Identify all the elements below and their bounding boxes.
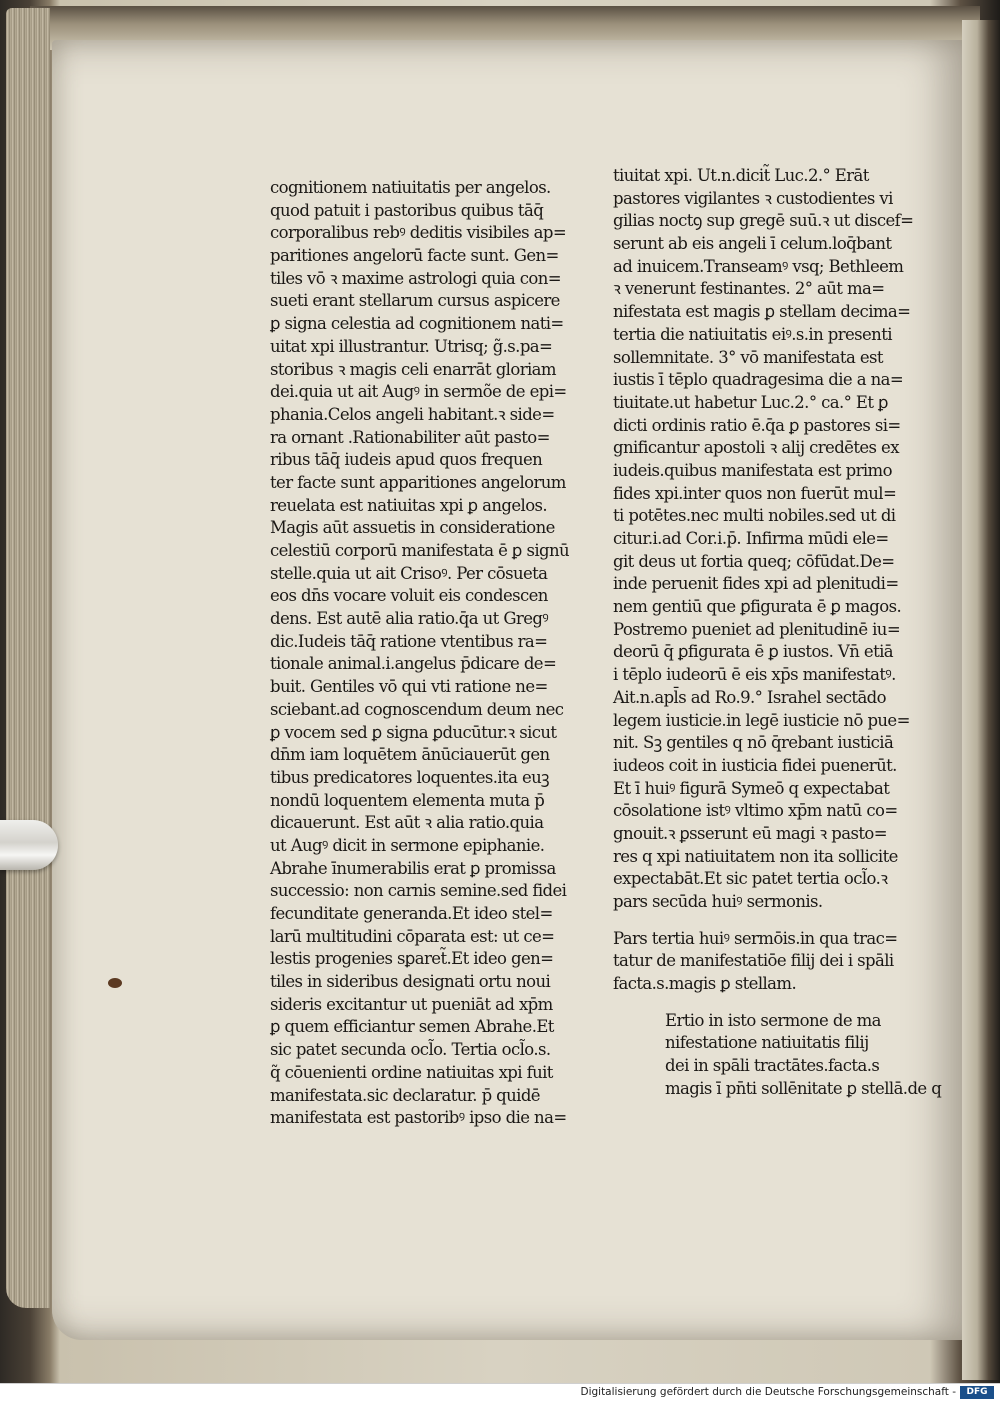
text-line: citur.i.ad Cor.i.p̄. Infirma mūdi ele= — [613, 529, 889, 548]
text-line: stelle.quia ut ait Crisoꝰ. Per cōsueta — [270, 563, 548, 583]
text-line: nondū loquentem elementa muta p̄ — [270, 790, 545, 810]
page-clip — [0, 820, 58, 870]
book-left-edge — [6, 8, 50, 1308]
text-line: Ait.n.apl̄s ad Ro.9.° Israhel sectādo — [613, 687, 886, 707]
text-line: dicti ordinis ratio ē.q̄a ꝑ pastores si= — [613, 415, 901, 435]
text-line: successio: non carnis semine.sed fidei — [270, 881, 567, 901]
text-line: nit. Sꝫ gentiles q nō q̄rebant iusticiā — [613, 733, 894, 753]
text-line: dei.quia ut ait Augꝰ in sermõe de epi= — [270, 382, 567, 402]
text-line: pastores vigilantes ꝛ custodientes vi — [613, 188, 893, 208]
text-line: pars secūda huiꝰ sermonis. — [613, 892, 823, 911]
digitization-footer — [0, 1383, 1000, 1402]
text-line: ꝛ venerunt festinantes. 2° aūt ma= — [613, 279, 885, 299]
text-line: tionale animal.i.angelus p̄dicare de= — [270, 654, 557, 674]
text-line: storibus ꝛ magis celi enarrāt gloriam — [270, 359, 556, 379]
text-line: ꝑ signa celestia ad cognitionem nati= — [270, 314, 564, 334]
text-line: ter facte sunt apparitiones angelorum — [270, 472, 566, 492]
text-line: lestis progenies sꝑaret̃.Et ideo gen= — [270, 949, 554, 969]
text-line: tiuitate.ut habetur Luc.2.° ca.° Et ꝑ — [613, 392, 888, 412]
text-line: deorū q̄ ꝑfigurata ē ꝑ iustos. Vn̄ etiā — [613, 642, 894, 662]
right-column-section-one — [613, 165, 941, 914]
text-line: uitat xpi illustrantur. Utrisq; g̃.s.pa= — [270, 336, 553, 356]
text-line: sollemnitate. 3° vō manifestata est — [613, 347, 883, 367]
text-line: sic patet secunda ocl̃o. Tertia ocl̃o.s. — [270, 1040, 551, 1060]
text-line: dic.Iudeis tāq̄ ratione vtentibus ra= — [270, 631, 548, 651]
text-line: dicauerunt. Est aūt ꝛ alia ratio.quia — [270, 813, 544, 833]
text-line: cōsolatione istꝰ vltimo xp̄m natū co= — [613, 801, 898, 821]
text-line: magis ī pn̄ti sollēnitate ꝑ stellā.de q — [665, 1078, 942, 1098]
text-line: ut Augꝰ dicit in sermone epiphanie. — [270, 835, 545, 855]
text-line: fecunditate generanda.Et ideo stel= — [270, 904, 553, 923]
dfg-logo: DFG — [960, 1386, 994, 1399]
text-line: nifestata est magis ꝑ stellam decima= — [613, 302, 911, 322]
text-line: sideris excitantur ut pueniāt ad xp̄m — [270, 994, 553, 1014]
text-line: legem iusticie.in legē iusticie nō pue= — [613, 710, 910, 730]
text-line: facta.s.magis ꝑ stellam. — [613, 974, 797, 994]
text-line: expectabāt.Et sic patet tertia ocl̃o.ꝛ — [613, 869, 888, 889]
text-line: ad inuicem.Transeamꝰ vsq; Bethleem — [613, 256, 904, 276]
text-line: git deus ut fortia queq; cōfūdat.De= — [613, 551, 895, 571]
text-line: Pars tertia huiꝰ sermōis.in qua trac= — [613, 928, 898, 948]
text-line: sueti erant stellarum cursus aspicere — [270, 291, 560, 311]
text-line: iudeis.quibus manifestata est primo — [613, 460, 892, 480]
text-line: quod patuit i pastoribus quibus tāq̄ — [270, 200, 544, 220]
text-line: cognitionem natiuitatis per angelos. — [270, 178, 551, 197]
text-line: manifestata.sic declaratur. p̄ quidē — [270, 1085, 540, 1105]
text-line: sciebant.ad cognoscendum deum nec — [270, 699, 564, 719]
ink-stain — [108, 978, 122, 988]
text-line: eos dn̄s vocare voluit eis condescen — [270, 586, 548, 606]
text-line: reuelata est natiuitas xpi ꝑ angelos. — [270, 495, 548, 515]
text-line: inde peruenit fides xpi ad plenitudi= — [613, 574, 899, 594]
text-line: nem gentiū que ꝑfigurata ē ꝑ magos. — [613, 597, 902, 617]
text-line: dens. Est autē alia ratio.q̄a ut Gregꝰ — [270, 609, 549, 629]
text-line: manifestata est pastoribꝰ ipso die na= — [270, 1108, 567, 1128]
right-text-column — [613, 165, 941, 1101]
left-text-column — [270, 177, 569, 1130]
text-line: res q xpi natiuitatem non ita sollicite — [613, 846, 898, 866]
text-line: ribus tāq̄ iudeis apud quos frequen — [270, 450, 543, 470]
text-line: q̃ cōuenienti ordine natiuitas xpi fuit — [270, 1062, 553, 1082]
text-line: serunt ab eis angeli ī celum.loq̄bant — [613, 234, 892, 254]
text-line: Et ī huiꝰ figurā Symeō q expectabat — [613, 778, 890, 798]
text-line: iustis ī tēplo quadragesima die a na= — [613, 370, 904, 390]
text-line: ra ornant .Rationabiliter aūt pasto= — [270, 427, 550, 447]
text-line: Abrahe īnumerabilis erat ꝑ promissa — [270, 858, 556, 878]
text-line: Magis aūt assuetis in consideratione — [270, 518, 555, 538]
text-line: fides xpi.inter quos non fuerūt mul= — [613, 483, 897, 503]
text-line: buit. Gentiles vō qui vti ratione ne= — [270, 677, 548, 697]
text-line: i tēplo iudeorū ē eis xp̄s manifestatꝰ. — [613, 665, 896, 685]
text-line: tertia die natiuitatis eiꝰ.s.in presenti — [613, 324, 892, 344]
section-gap — [613, 914, 941, 928]
text-line: dn̄m iam loquētem ānūciauerūt gen — [270, 745, 550, 765]
text-line: ꝑ vocem sed ꝑ signa ꝑducūtur.ꝛ sicut — [270, 722, 557, 742]
text-line: tatur de manifestatiōe filij dei i spāli — [613, 951, 894, 971]
text-line: larū multitudini cōparata est: ut ce= — [270, 926, 555, 946]
text-line: paritiones angelorū facte sunt. Gen= — [270, 246, 559, 266]
part-three-opening — [613, 1010, 941, 1101]
text-line: tiles vō ꝛ maxime astrologi quia con= — [270, 268, 561, 288]
text-line: Postremo pueniet ad plenitudinē iu= — [613, 619, 901, 639]
part-three-heading — [613, 928, 941, 996]
text-line: gnificantur apostoli ꝛ alij credētes ex — [613, 438, 899, 458]
text-line: tiuitat xpi. Ut.n.dicit̃ Luc.2.° Erāt — [613, 166, 869, 185]
text-line: tiles in sideribus designati ortu noui — [270, 972, 551, 992]
text-line: iudeos coit in iusticia fidei puenerūt. — [613, 755, 897, 775]
text-line: tibus predicatores loquentes.ita euꝫ — [270, 767, 549, 787]
section-gap — [613, 996, 941, 1010]
text-line: celestiū corporū manifestata ē ꝑ signū — [270, 541, 570, 560]
text-line: Ertio in isto sermone de ma — [665, 1010, 881, 1030]
facing-page-edge — [962, 20, 1000, 1380]
text-line: corporalibus rebꝰ deditis visibiles ap= — [270, 223, 567, 243]
footer-text: Digitalisierung gefördert durch die Deutsche Forschungsgemeinschaft - — [580, 1386, 956, 1398]
text-line: dei in spāli tractātes.facta.s — [665, 1056, 880, 1076]
text-line: gilias noctꝯ sup gregē suū.ꝛ ut discef= — [613, 211, 914, 231]
text-line: ꝑ quem efficiantur semen Abrahe.Et — [270, 1017, 554, 1037]
text-line: gnouit.ꝛ ꝑsserunt eū magi ꝛ pasto= — [613, 823, 887, 843]
text-line: ti potētes.nec multi nobiles.sed ut di — [613, 506, 896, 526]
text-line: phania.Celos angeli habitant.ꝛ side= — [270, 404, 555, 424]
text-line: nifestatione natiuitatis filij — [665, 1033, 869, 1053]
